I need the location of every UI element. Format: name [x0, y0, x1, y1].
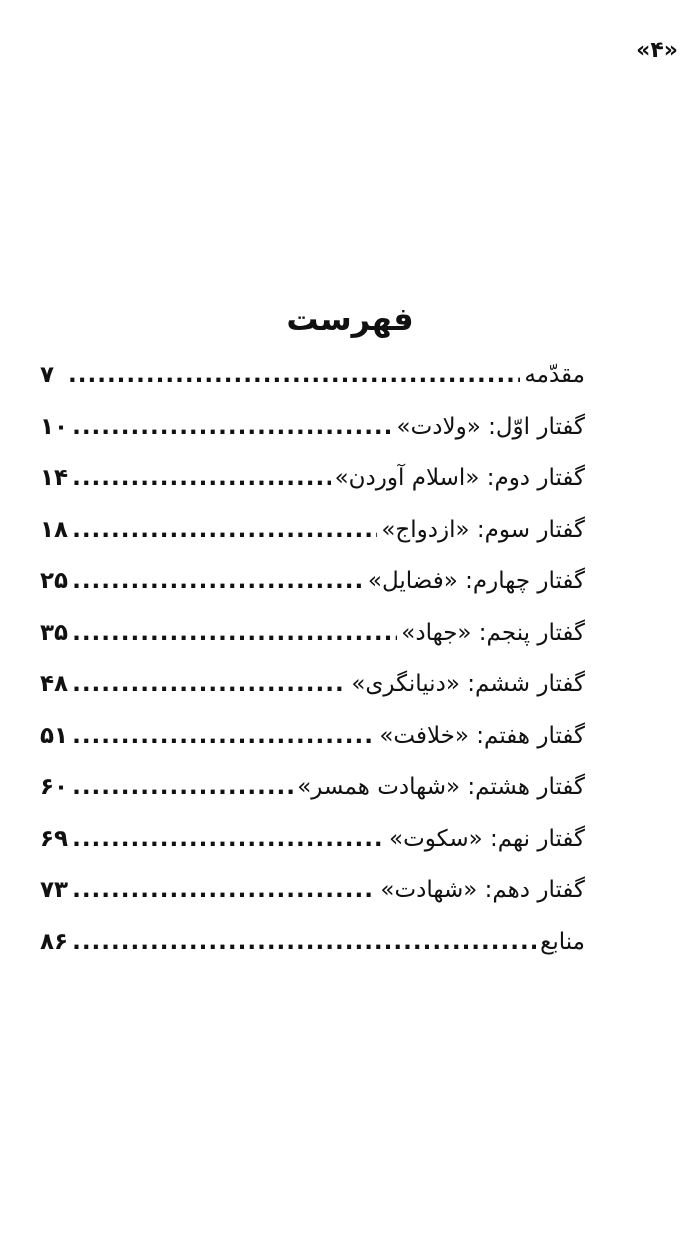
toc-entry-chapter-9[interactable] — [40, 814, 585, 866]
toc-entry-introduction[interactable] — [40, 350, 585, 402]
toc-entry-page: ۱۴ — [40, 465, 69, 491]
toc-entry-chapter-4[interactable] — [40, 556, 585, 608]
toc-entry-page: ۳۵ — [40, 619, 69, 646]
toc-entry-page: ۷۳ — [40, 877, 69, 903]
dot-leader — [72, 659, 347, 711]
toc-entry-page: ۱۸ — [40, 516, 69, 543]
toc-entry-sources[interactable] — [40, 917, 585, 969]
toc-entry-label: گفتار ششم: «دنیانگری» — [351, 671, 585, 697]
toc-entry-label: گفتار نهم: «سکوت» — [389, 825, 585, 852]
toc-entry-page: ۸۶ — [40, 928, 69, 955]
dot-leader — [68, 350, 520, 402]
toc-entry-page: ۶۹ — [40, 825, 69, 852]
toc-entry-page: ۴۸ — [40, 671, 69, 697]
toc-entry-label: گفتار چهارم: «فضایل» — [367, 568, 585, 594]
toc-entry-page: ۲۵ — [40, 568, 69, 594]
toc-entry-label: مقدّمه — [524, 362, 585, 388]
dot-leader — [72, 505, 377, 557]
dot-leader — [72, 453, 331, 505]
dot-leader — [72, 556, 364, 608]
toc-entry-chapter-7[interactable] — [40, 711, 585, 763]
toc-entry-chapter-1[interactable] — [40, 402, 585, 454]
toc-entry-page: ۵۱ — [40, 722, 69, 749]
toc-entry-label: منابع — [540, 928, 585, 955]
toc-entry-page: ۱۰ — [40, 413, 69, 440]
dot-leader — [72, 402, 392, 454]
toc-entry-chapter-10[interactable] — [40, 865, 585, 917]
toc-entry-chapter-3[interactable] — [40, 505, 585, 557]
toc-entry-chapter-8[interactable] — [40, 762, 585, 814]
page-title: فهرست — [286, 300, 414, 338]
dot-leader — [72, 917, 536, 969]
toc-entry-label: گفتار دهم: «شهادت» — [380, 877, 585, 903]
toc-entry-page: ۶۰ — [40, 774, 69, 800]
dot-leader — [72, 865, 376, 917]
toc-entry-label: گفتار پنجم: «جهاد» — [401, 619, 585, 646]
toc-entry-chapter-6[interactable] — [40, 659, 585, 711]
page-number: «۴» — [636, 38, 678, 63]
dot-leader — [72, 814, 385, 866]
toc-entry-label: گفتار هفتم: «خلافت» — [379, 722, 585, 749]
toc-entry-label: گفتار سوم: «ازدواج» — [381, 516, 585, 543]
dot-leader — [72, 608, 397, 660]
toc-entry-chapter-2[interactable] — [40, 453, 585, 505]
toc-entry-label: گفتار هشتم: «شهادت همسر» — [297, 774, 585, 800]
table-of-contents — [40, 350, 585, 968]
toc-entry-chapter-5[interactable] — [40, 608, 585, 660]
dot-leader — [72, 711, 375, 763]
toc-entry-label: گفتار دوم: «اسلام آوردن» — [334, 465, 585, 491]
toc-entry-page: ۷ — [40, 362, 55, 388]
dot-leader — [72, 762, 293, 814]
toc-entry-label: گفتار اوّل: «ولادت» — [396, 413, 585, 440]
